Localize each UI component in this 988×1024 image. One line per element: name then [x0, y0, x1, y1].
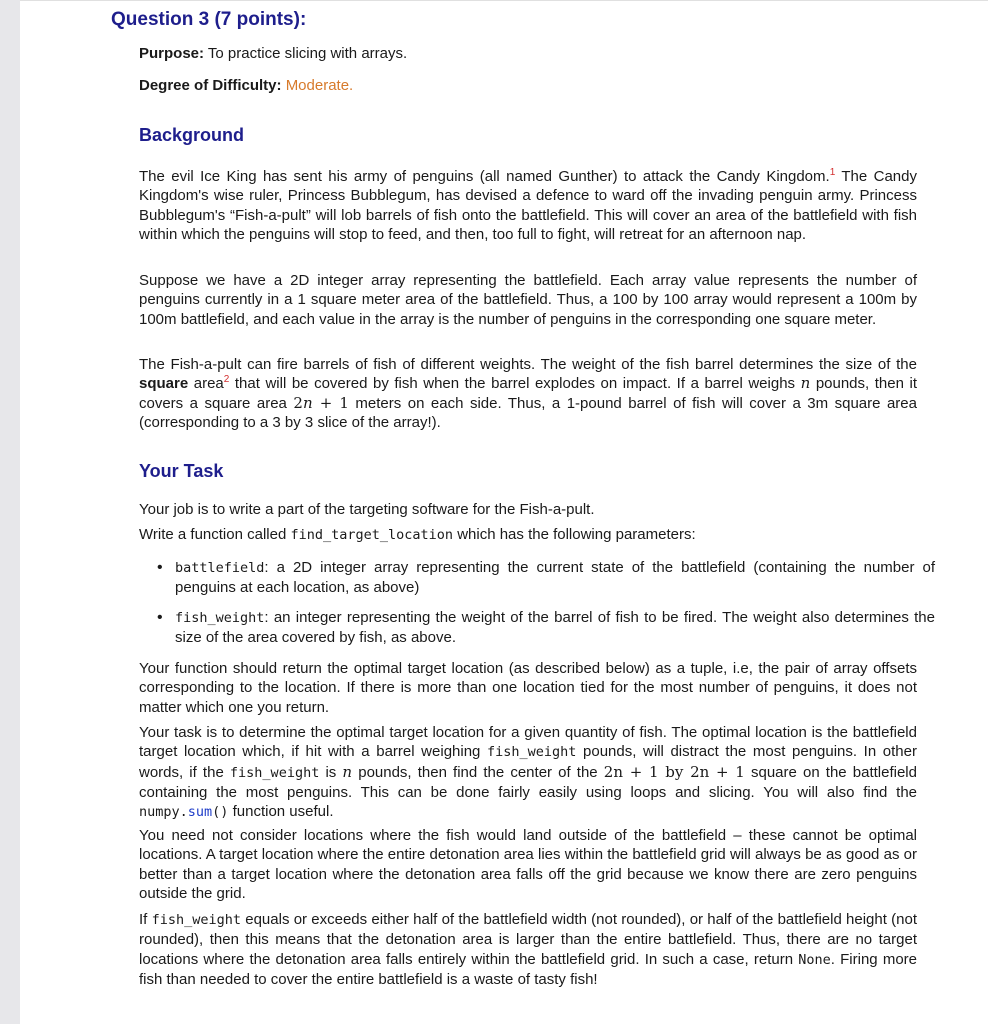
background-paragraph-2: Suppose we have a 2D integer array representing the battlefield. Each array value represents the number of penguins currently in a 1 square meter area of the battlefield. Thus, a 100 by 100 array would represent a 100m by 100m battlefield, and each value in the array is the number of penguins in the corresponding one square meter.	[139, 272, 917, 328]
code-sum: sum	[187, 804, 213, 821]
task-p2-text-a: Write a function called	[139, 526, 291, 543]
task-p4-text-a: Your task is to determine the optimal target location for a given quantity of fish. The optimal location is the battlefield target location which, if hit with a barrel weighing	[139, 724, 917, 761]
parameter-bullet-battlefield	[157, 558, 935, 598]
bg-p3-bold-square: square	[139, 375, 189, 393]
task-paragraph-2	[139, 525, 917, 545]
bg-p3-text-c: that will be covered by fish when the barrel explodes on impact. If a barrel weighs	[229, 375, 801, 393]
code-fish-weight: fish_weight	[175, 610, 265, 626]
question-title: Question 3 (7 points):	[111, 9, 307, 30]
task-p4-text-f: function useful.	[228, 803, 334, 821]
purpose-line	[139, 45, 407, 62]
task-paragraph-6	[139, 910, 917, 989]
background-paragraph-3	[139, 355, 917, 432]
task-p6-text-c: . Firing more fish than needed to cover the entire battlefield is a waste of tasty fish!	[139, 950, 917, 988]
code-parens: ()	[212, 804, 229, 821]
bg-p1-text-b: The Candy Kingdom's wise ruler, Princess Bubblegum, has devised a defence to ward off the invading penguin army. Princess Bubblegum's “Fish-a-pult” will lob barrels of fish onto the battlefield. This will cover an area of the battlefield with fish within which the penguins will stop to feed, and then, too full to fight, will retreat for an afternoon nap.	[139, 168, 917, 243]
difficulty-line	[139, 77, 353, 94]
math-expr-plus-1: + 1	[312, 393, 349, 412]
purpose-text: To practice slicing with arrays.	[207, 45, 408, 62]
footnote-2-marker[interactable]: 2	[223, 374, 230, 386]
task-p4-text-d: pounds, then find the center of the	[352, 763, 604, 781]
code-battlefield: battlefield	[175, 560, 265, 576]
your-task-heading: Your Task	[139, 461, 224, 481]
bg-p1-text-a: The evil Ice King has sent his army of penguins (all named Gunther) to attack the Candy Kingdom.	[139, 168, 830, 185]
bg-p3-text-e: meters on each side. Thus, a 1-pound barrel of fish will cover a 3m square area (corresponding to a 3 by 3 slice of the array!).	[139, 394, 917, 431]
task-paragraph-4	[139, 723, 917, 822]
code-function-name: find_target_location	[290, 527, 454, 543]
bullet-2-text: : an integer representing the weight of the barrel of fish to be fired. The weight also determines the size of the area covered by fish, as above.	[175, 609, 935, 647]
math-expr-n: n	[302, 393, 313, 412]
parameter-bullet-fish-weight	[157, 608, 935, 648]
math-n-2: n	[342, 762, 353, 781]
task-paragraph-5: You need not consider locations where the fish would land outside of the battlefield – these cannot be optimal locations. A target location where the entire detonation area lies within the battlefield grid will always be as good as or better than a target location where the detonation area falls off the grid because we know there are zero penguins outside the grid.	[139, 827, 917, 902]
difficulty-label: Degree of Difficulty:	[139, 77, 282, 94]
bg-p3-text-d: pounds, then it covers a square area	[139, 375, 917, 412]
bg-p3-text-a: The Fish-a-pult can fire barrels of fish of different weights. The weight of the fish barrel determines the size of the	[139, 356, 917, 373]
difficulty-text: Moderate.	[285, 77, 354, 94]
math-square-expr: 2n + 1 by 2n + 1	[603, 762, 745, 781]
task-paragraph-3: Your function should return the optimal target location (as described below) as a tuple, i.e, the pair of array offsets corresponding to the location. If there is more than one location tied for the most number of penguins, it does not matter which one you return.	[139, 660, 917, 716]
bullet-1-text: : a 2D integer array representing the current state of the battlefield (containing the number of penguins at each location, as above)	[175, 559, 935, 597]
code-numpy: numpy.	[139, 804, 188, 821]
bg-p3-text-b: area	[188, 375, 224, 393]
math-n: n	[800, 374, 811, 393]
task-p4-text-c: is	[319, 763, 343, 781]
code-fish-weight-3: fish_weight	[151, 912, 241, 928]
code-fish-weight-2: fish_weight	[229, 764, 320, 781]
task-p4-text-b: pounds, will distract the most penguins. In other words, if the	[139, 743, 917, 781]
left-margin-bar	[0, 0, 20, 1024]
document-page	[20, 0, 988, 1024]
footnote-1-marker[interactable]: 1	[829, 167, 836, 178]
task-p6-text-b: equals or exceeds either half of the battlefield width (not rounded), or half of the battlefield height (not rounded), then this means that the detonation area is larger than the entire battlefield. Thus, there are no target locations where the detonation area falls entirely within the battlefield grid. In such a case, return	[139, 911, 917, 968]
math-expr-2: 2	[293, 393, 303, 412]
task-paragraph-1: Your job is to write a part of the targeting software for the Fish-a-pult.	[139, 501, 595, 518]
task-p6-text-a: If	[139, 911, 152, 928]
purpose-label: Purpose:	[139, 45, 205, 62]
code-fish-weight-1: fish_weight	[487, 744, 577, 761]
code-none: None	[798, 951, 831, 968]
background-paragraph-1	[139, 167, 917, 244]
background-heading: Background	[139, 125, 245, 145]
task-p2-text-b: which has the following parameters:	[453, 526, 696, 543]
task-p4-text-e: square on the battlefield containing the most penguins. This can be done fairly easily using loops and slicing. You will also find the	[139, 763, 917, 801]
